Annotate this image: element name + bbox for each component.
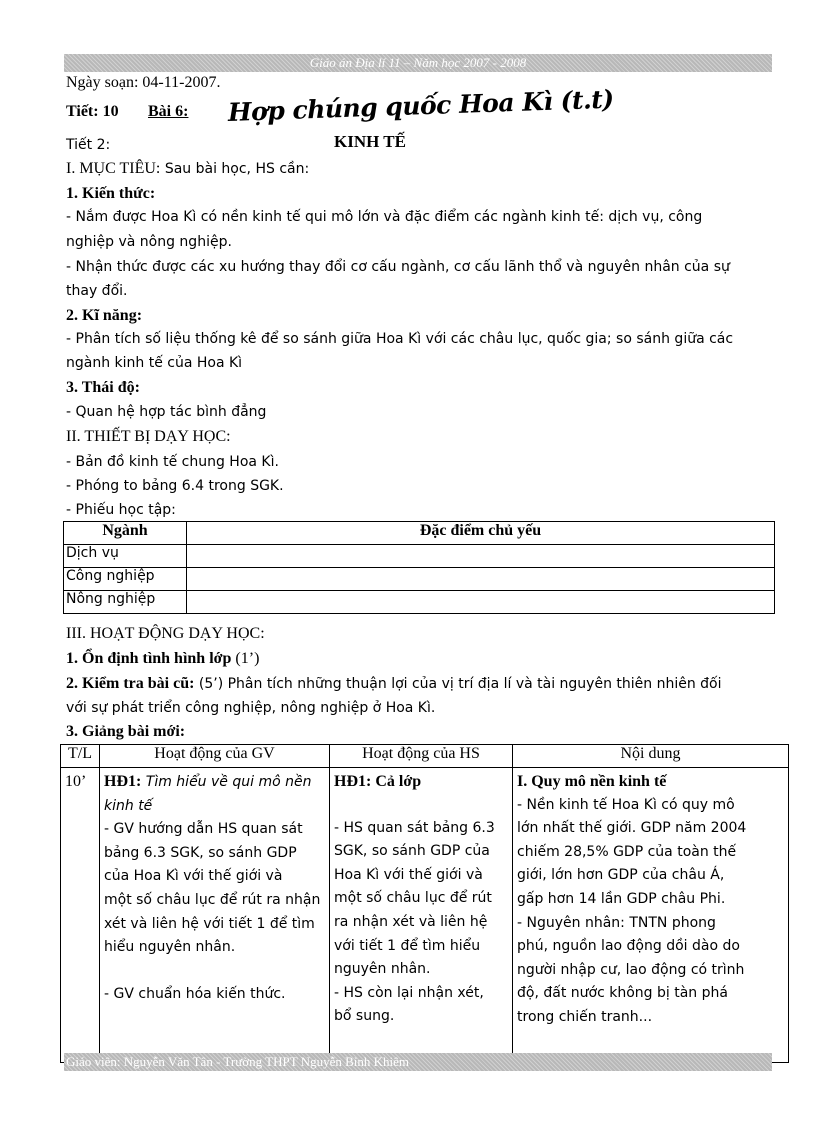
hs-line: - HS quan sát bảng 6.3 (334, 819, 495, 836)
section2-title: II. THIẾT BỊ DẠY HỌC: (66, 428, 231, 445)
section1-heading (66, 160, 772, 178)
hs-line: Hoa Kì với thế giới và (334, 866, 483, 883)
nd-line: trong chiến tranh... (517, 1008, 653, 1025)
gv-hd-title2: kinh tế (104, 797, 153, 814)
gv-line: bảng 6.3 SGK, so sánh GDP (104, 844, 297, 861)
date-line: Ngày soạn: 04-11-2007. (66, 74, 221, 91)
kien-thuc-l1: - Nắm được Hoa Kì có nền kinh tế qui mô lớn và đặc điểm các ngành kinh tế: dịch vụ, công (66, 209, 703, 225)
section1-tail: Sau bài học, HS cần: (160, 161, 310, 177)
col-header-nd: Nội dung (513, 745, 789, 768)
nd-line: giới, lớn hơn GDP của châu Á, (517, 867, 725, 884)
worksheet-cell (187, 545, 775, 568)
worksheet-header-dac-diem: Đặc điểm chủ yếu (187, 522, 775, 545)
col-header-hs: Hoạt động của HS (330, 745, 513, 768)
nd-line: lớn nhất thế giới. GDP năm 2004 (517, 820, 747, 837)
kien-thuc-l4: thay đổi. (66, 283, 128, 299)
col-header-tl: T/L (61, 745, 100, 768)
worksheet-row-label: Nông nghiệp (64, 591, 187, 614)
gv-hd-label: HĐ1: (104, 773, 142, 790)
on-dinh-time: (1’) (231, 650, 260, 667)
worksheet-table (63, 521, 775, 614)
footer-band: Giáo viên: Nguyễn Văn Tân - Trường THPT Nguyễn Bỉnh Khiêm (64, 1053, 772, 1071)
thai-do-title: 3. Thái độ: (66, 379, 140, 396)
worksheet-header-nganh: Ngành (64, 522, 187, 545)
gv-hd-title: Tìm hiểu về qui mô nền (141, 774, 312, 790)
nd-line: - Nguyên nhân: TNTN phong (517, 914, 716, 931)
hs-line: với tiết 1 để tìm hiểu (334, 937, 481, 954)
gv-line: của Hoa Kì với thế giới và (104, 868, 283, 885)
worksheet-cell (187, 568, 775, 591)
gv-line: một số châu lục để rút ra nhận (104, 891, 321, 908)
hs-hd-label: HĐ1: Cả lớp (334, 773, 422, 790)
handwritten-title: Hợp chúng quốc Hoa Kì (t.t) (227, 84, 615, 127)
lesson-number: Tiết: 10 (66, 103, 119, 120)
ki-nang-l2: ngành kinh tế của Hoa Kì (66, 355, 243, 371)
gv-line: xét và liên hệ với tiết 1 để tìm (104, 915, 315, 932)
lesson-subtitle: KINH TẾ (334, 132, 406, 151)
nd-line: chiếm 28,5% GDP của toàn thế (517, 843, 737, 860)
col-header-gv: Hoạt động của GV (100, 745, 330, 768)
gv-line: - GV chuẩn hóa kiến thức. (104, 985, 286, 1002)
kiem-tra-label: 2. Kiểm tra bài cũ: (66, 675, 195, 692)
gv-line: - GV hướng dẫn HS quan sát (104, 821, 303, 838)
activity-table (60, 744, 789, 1063)
worksheet-cell (187, 591, 775, 614)
kien-thuc-l2: nghiệp và nông nghiệp. (66, 234, 232, 250)
tiet2-line: Tiết 2: (66, 137, 111, 153)
hs-line: ra nhận xét và liên hệ (334, 913, 488, 930)
kiem-tra-l2: với sự phát triển công nghiệp, nông nghiệp ở Hoa Kì. (66, 700, 436, 716)
kiem-tra-line (66, 675, 772, 693)
worksheet-row-label: Dịch vụ (64, 545, 187, 568)
time-value: 10’ (65, 773, 87, 790)
table-row (64, 545, 775, 568)
hs-cell (330, 768, 513, 1063)
table-row (64, 591, 775, 614)
lesson-bai: Bài 6: (148, 103, 189, 120)
nd-title: I. Quy mô nền kinh tế (517, 773, 667, 790)
gv-cell (100, 768, 330, 1063)
hs-line: SGK, so sánh GDP của (334, 843, 490, 860)
hs-line: bổ sung. (334, 1008, 395, 1025)
section2-l3: - Phiếu học tập: (66, 502, 176, 518)
hs-line: một số châu lục để rút (334, 890, 492, 907)
kien-thuc-title: 1. Kiến thức: (66, 185, 156, 202)
kiem-tra-text: (5’) Phân tích những thuận lợi của vị trí địa lí và tài nguyên thiên nhiên đối (194, 676, 722, 692)
gv-line: hiểu nguyên nhân. (104, 939, 236, 956)
kien-thuc-l3: - Nhận thức được các xu hướng thay đổi cơ cấu ngành, cơ cấu lãnh thổ và nguyên nhân của sự (66, 259, 730, 275)
nd-line: độ, đất nước không bị tàn phá (517, 985, 728, 1002)
ki-nang-l1: - Phân tích số liệu thống kê để so sánh giữa Hoa Kì với các châu lục, quốc gia; so sánh giữa các (66, 331, 734, 347)
nd-line: người nhập cư, lao động có trình (517, 961, 745, 978)
worksheet-row-label: Công nghiệp (64, 568, 187, 591)
nd-cell (513, 768, 789, 1063)
section2-l2: - Phóng to bảng 6.4 trong SGK. (66, 478, 284, 494)
hs-line: - HS còn lại nhận xét, (334, 984, 484, 1001)
nd-line: gấp hơn 14 lần GDP châu Phi. (517, 890, 726, 907)
section2-l1: - Bản đồ kinh tế chung Hoa Kì. (66, 454, 279, 470)
section3-title: III. HOẠT ĐỘNG DẠY HỌC: (66, 625, 265, 642)
ki-nang-title: 2. Kĩ năng: (66, 307, 143, 324)
time-cell (61, 768, 100, 1063)
nd-line: phú, nguồn lao động dồi dào do (517, 938, 740, 955)
section1-title: I. MỤC TIÊU: (66, 160, 161, 177)
header-band: Giáo án Địa lí 11 – Năm học 2007 - 2008 (64, 54, 772, 72)
on-dinh-label: 1. Ổn định tình hình lớp (66, 650, 232, 667)
table-row (61, 768, 789, 1063)
on-dinh-line (66, 650, 772, 668)
thai-do-l1: - Quan hệ hợp tác bình đẳng (66, 404, 267, 420)
hs-line: nguyên nhân. (334, 961, 431, 978)
giang-bai-title: 3. Giảng bài mới: (66, 723, 186, 740)
nd-line: - Nền kinh tế Hoa Kì có quy mô (517, 796, 735, 813)
table-row (64, 568, 775, 591)
